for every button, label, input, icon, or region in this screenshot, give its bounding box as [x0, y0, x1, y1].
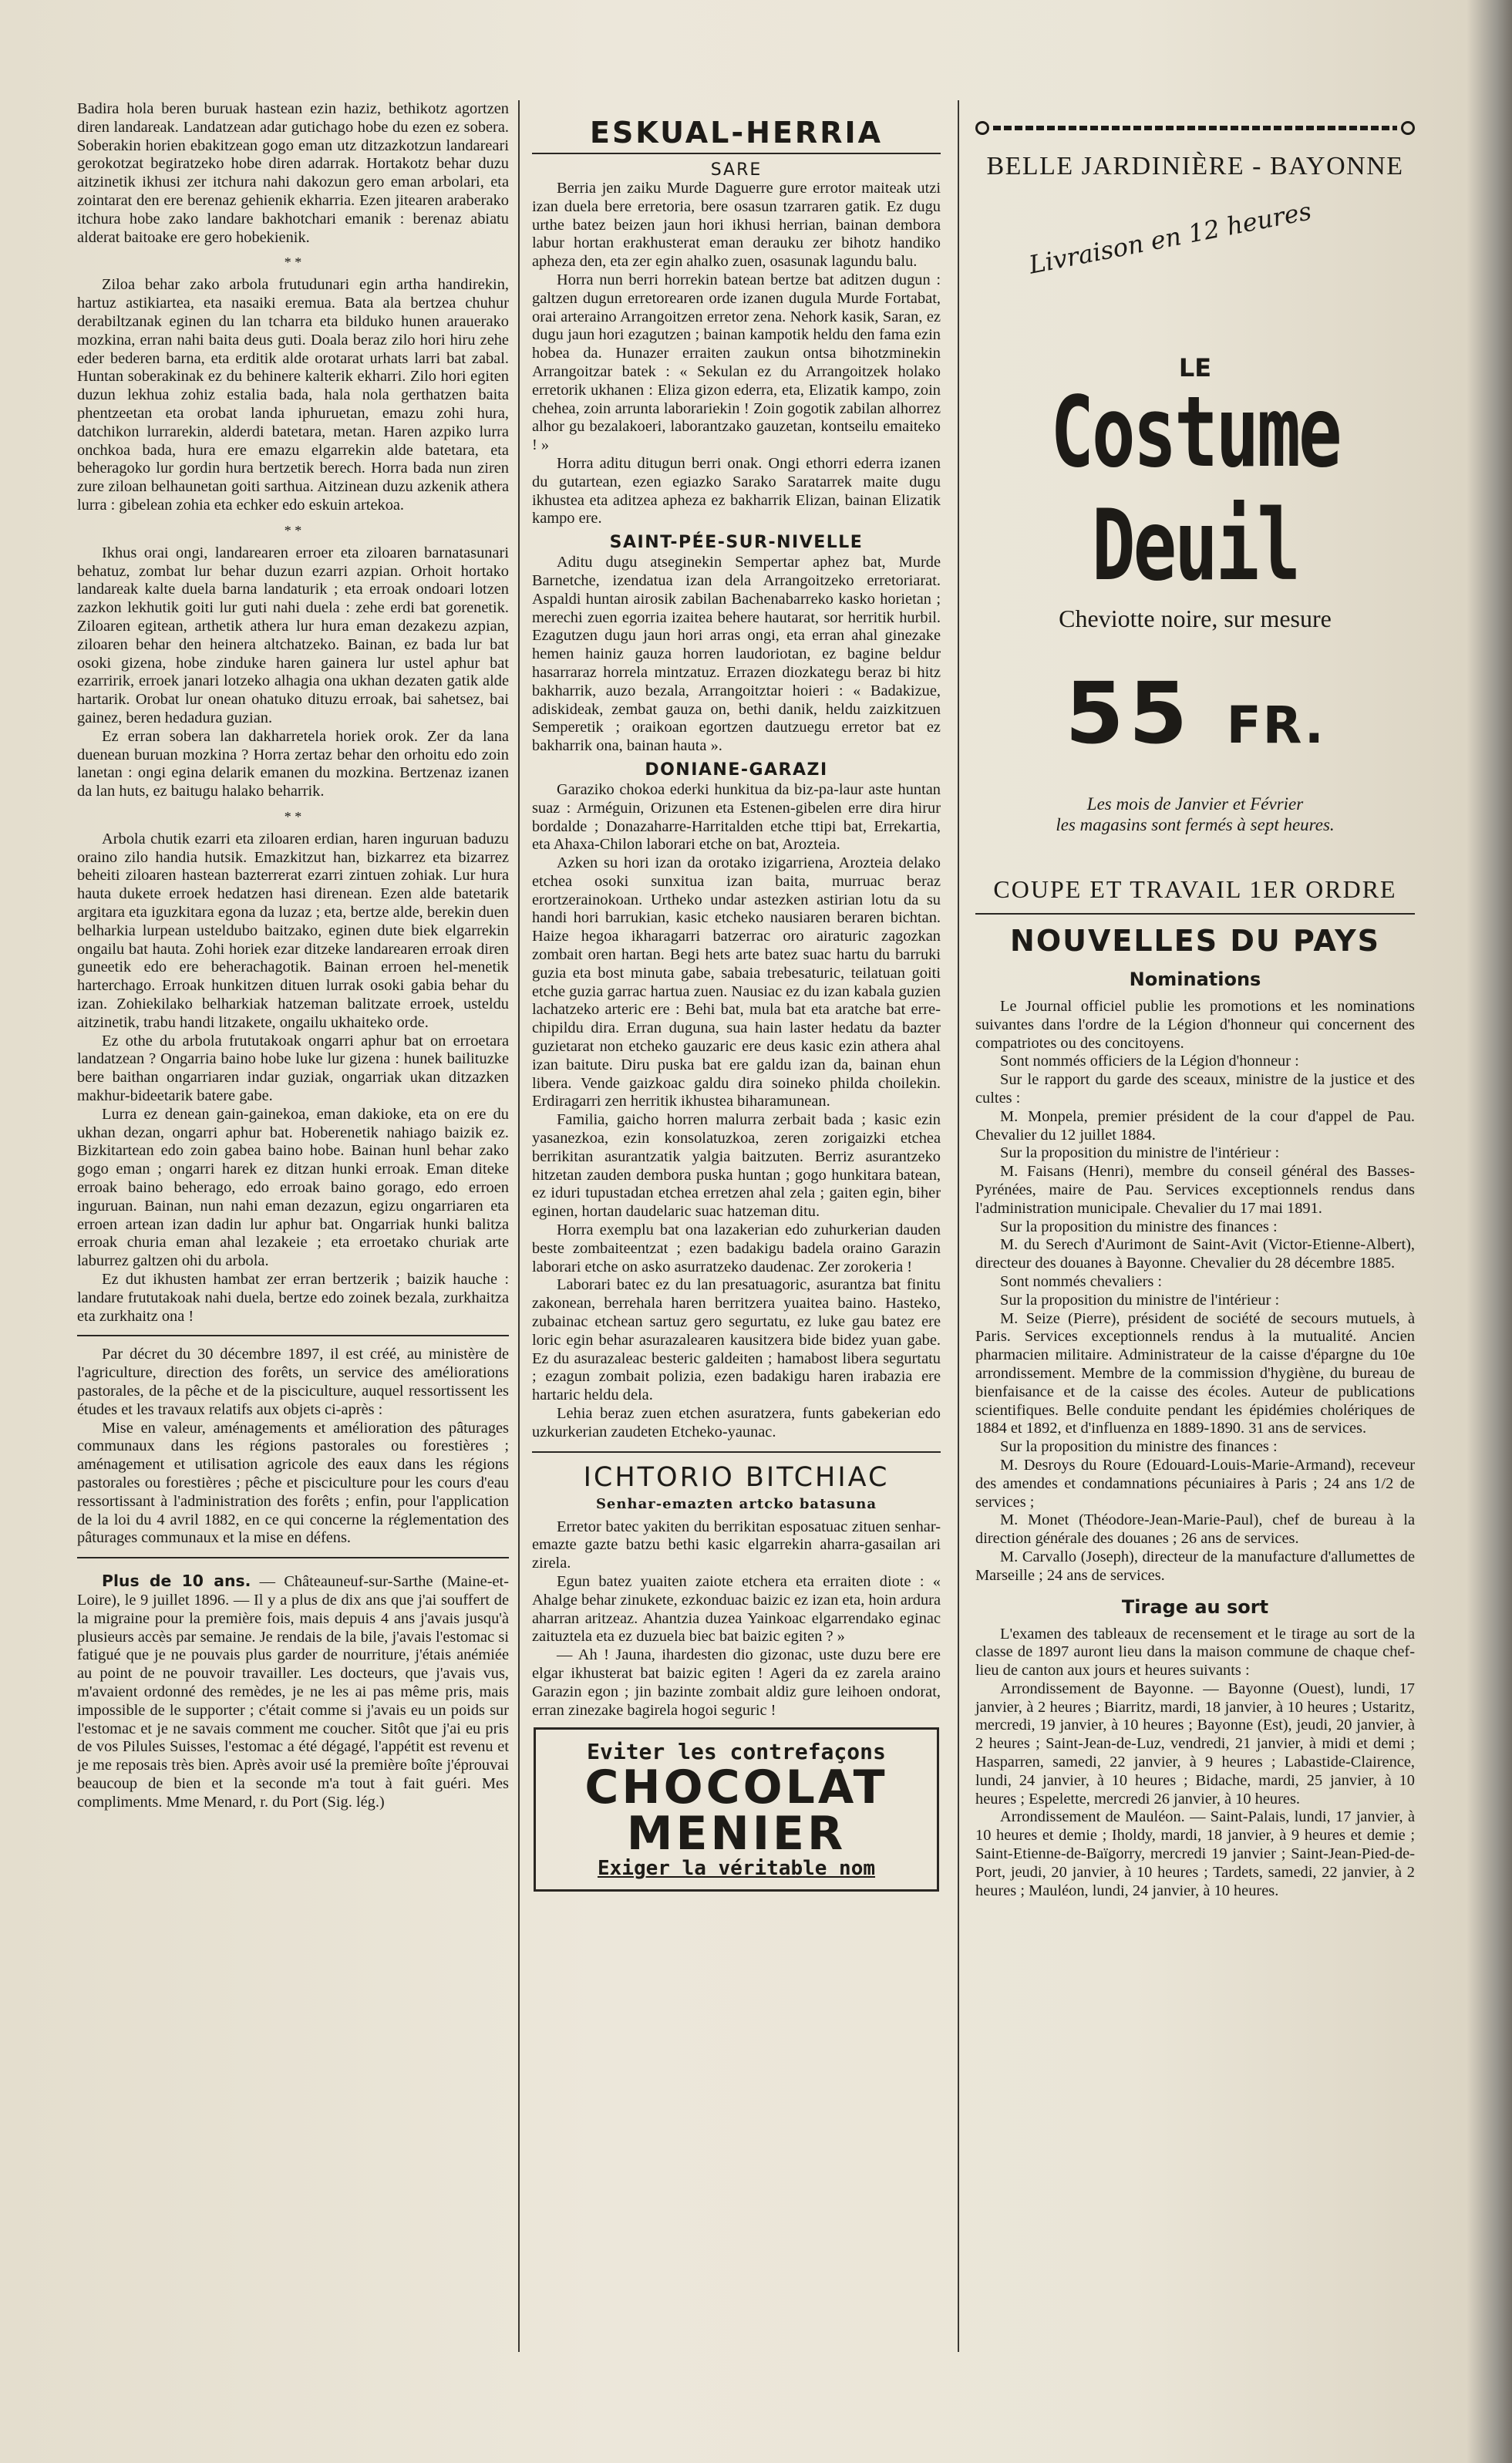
news-paragraph: L'examen des tableaux de recensement et le tirage au sort de la classe de 1897 auront lieu dans la maison commune de chaque chef-lieu de canton aux jours et heures suivants :: [975, 1625, 1415, 1680]
decree-paragraph: Par décret du 30 décembre 1897, il est créé, au ministère de l'agriculture, direction des forêts, un service des améliorations pastorales, de la pêche et de la pisciculture, auquel ressortissent les études et les travaux relatifs aux objets ci-après :: [77, 1346, 509, 1418]
advert-brand: MENIER: [626, 1807, 847, 1862]
news-paragraph: M. Seize (Pierre), président de société de secours mutuels, à Paris. Services exceptionnels rendus à la mutualité. Ancien pharmacien militaire. Administrateur de la caisse d'épargne du 10e arrondissement. Membre de la commission d'hygiène, du bureau de bienfaisance et de la caisse des écoles. Auteur de publications scientifiques. Belle conduite pendant les épidémies cholériques de 1884 et 1892, et d'influenza en 1889-1890. 31 ans de services.: [975, 1309, 1415, 1437]
article-paragraph: Aditu dugu atseginekin Sempertar aphez bat, Murde Barnetche, izendatua izan dela Arrangoitzeko erretoriarat. Aspaldi huntan airosik zabilan Bachenabarreko kasko horietan ; merechi zuen egorria izaitea behere hautarat, sor herritik hurbil. Ezagutzen dugu jaun hori arras ongi, eta erran ahal ginezake hemen hainiz gauza horren laudoriotan, ez bagine beldur hasarraraz horrela mintzatuz. Errazen diozkategu beraz bi hitz bakharrik, auzo bezala, Arrangoitztar hoieri : « Badakizue, adiskideak, zembat gauza on, bethi danik, heldu zaizkitzuen Semperetik ; oraikoan egortzen dautzuegu erretor bat ez bakharrik ona, bainan hauta ».: [532, 554, 941, 755]
advert-price: [975, 664, 1415, 763]
section-heading: SARE: [710, 160, 763, 180]
article-paragraph: Badira hola beren buruak hastean ezin haziz, bethikotz agortzen diren landareak. Landatzean adar gutichago hobe du ezen ez sobera. Soberakin horien ebakitzean gogo eman utz ditzazkotzun landareari gerokotzat begiratzeko hobe diren adarrak. Hortakotz behar duzu aitzinetik ikhusi zer itchura nahi dakozun gero eman arbolari, eta zointarat den ere berenaz gehienik ekharria. Ezen jitearen araberako itchura hobe zako landare bakhotchari emanik : berenaz abiatu alderat baitoake ere gero hobekienik.: [77, 100, 509, 246]
article-paragraph: Lehia beraz zuen etchen asuratzera, funts gabekerian edo uzkurkerian zaudeten Etcheko-yaunac.: [532, 1405, 941, 1440]
article-paragraph: Familia, gaicho horren malurra zerbait bada ; kasic ezin yasanezkoa, ezin konsolatuzkoa, zeren zorigaizki etchea berrikitan asurantzatik yalgia baitzuten. Berriz asurantzeko hitzetan zauden dembora puska huntan ; gogo hunkitara batean, ez iduri tupustadan etchea erretzen ahal zela ; gaiten egin, biher eginen, hortan daudelaric suac hatzeman ditu.: [532, 1111, 941, 1221]
news-paragraph: M. du Serech d'Aurimont de Saint-Avit (Victor-Etienne-Albert), directeur des douanes à Bayonne. Chevalier du 28 décembre 1885.: [975, 1236, 1415, 1272]
news-paragraph: Sur la proposition du ministre des finances :: [1000, 1218, 1278, 1235]
chocolat-menier-advert: [534, 1727, 939, 1892]
advert-hours-note: [975, 793, 1415, 835]
article-paragraph: Laborari batec ez du lan presatuagoric, asurantza bat finitu zakonean, berrehala haren berritzera yuaitea baino. Hasteko, zubainac etchean sartuz gero segurtatu, ez luke gau batez ere loric egin behar asurazalearen kausitzera bide bidez yuan gabe. Ez du asurazaleac besteric galdeiten ; hamabost libera segurtatu ; ezagun zombait polizia, ezen badakigu haren irabazia ere hartaric heldu dela.: [532, 1276, 941, 1404]
article-paragraph: Egun batez yuaiten zaiote etchera eta erraiten diote : « Ahalge behar zinukete, ezkonduac baizic ez izan eta, hoin ardura aharran aritzeaz. Ahantzia duzea Yainkoac elgarrendako eginac zaituztela eta ez duzuela biec bat baizic egiten ? »: [532, 1572, 941, 1646]
news-paragraph: Arrondissement de Mauléon. — Saint-Palais, lundi, 17 janvier, à 10 heures et demie ; Iholdy, mardi, 18 janvier, à 9 heures et demie ; Saint-Etienne-de-Baïgorry, mercredi 19 janvier ; Saint-Jean-Pied-de-Port, jeudi, 20 janvier, à 10 heures ; Tardets, samedi, 22 janvier, à 2 heures ; Mauléon, lundi, 24 janvier, à 10 heures.: [975, 1808, 1415, 1899]
ornament-border: [975, 120, 1415, 136]
article-paragraph: Azken su hori izan da orotako izigarriena, Arozteia delako etchea osoki sunxitua izan baita, murruac beraz erortzerainokoan. Urtheko undar astezken astirian lotu da su handi hori barrukian, kasic etcheko nausiaren beraren bichtan. Haize hegoa ikharagarri batzerrac oro airaturic zagozkan zombait oren hartan. Begi hets arte batez suac hartu du barruki guzia eta bost minuta gabe, sabaia trebesaturic, teilatuan goiti etche guzia garrac hartua zuen. Nausiac ez du izan kabala guzien lachatzeko arteric ere : Behi bat, mula bat eta aratche bat erre-chipildu dira. Erran duguna, sua hain laster hedatu da bazter guzietarat non etcheko gauzaric ere deus kasic ezin athera ahal izan baitute. Diru puska bat ere galdu izan da, bainan ehun libera. Vende gaizkoac galdu dira soineko philda choilekin. Erdiragarri zen herritik ikhustea biharamunean.: [532, 854, 941, 1110]
story-subheading: Senhar-emazten artcko batasuna: [595, 1495, 877, 1512]
article-paragraph: Erretor batec yakiten du berrikitan esposatuac zituen senhar-emazte gazte batzu bethi kasic elgarrekin aharra-gasailan ari zirela.: [532, 1518, 941, 1572]
column-3: [975, 120, 1415, 2463]
advert-testimonial: [77, 1572, 509, 1811]
section-heading: ICHTORIO BITCHIAC: [583, 1461, 890, 1493]
news-paragraph: Sur la proposition du ministre des finances :: [1000, 1438, 1278, 1456]
news-paragraph: Le Journal officiel publie les promotions et les nominations suivantes dans l'ordre de la Légion d'honneur qui concernent des compatriotes ou des concitoyens.: [975, 998, 1415, 1052]
news-paragraph: M. Carvallo (Joseph), directeur de la manufacture d'allumettes de Marseille ; 24 ans de services.: [975, 1548, 1415, 1584]
divider: [77, 1557, 509, 1558]
news-paragraph: Arrondissement de Bayonne. — Bayonne (Ouest), lundi, 17 janvier, à 2 heures ; Biarritz, mardi, 18 janvier, à 10 heures ; Ustaritz, mercredi, 19 janvier, à 10 heures ; Bayonne (Est), jeudi, 20 janvier, à 2 heures ; Saint-Jean-de-Luz, vendredi, 21 janvier, à midi et demi ; Hasparren, samedi, 22 janvier, à 9 heures ; Labastide-Clairence, lundi, 24 janvier, à 10 heures ; Bidache, mardi, 25 janvier, à 10 heures ; Espelette, mercredi 26 janvier, à 10 heures.: [975, 1680, 1415, 1808]
section-separator: * *: [284, 522, 302, 538]
advert-article: LE: [1178, 353, 1212, 382]
column-rule-left: [518, 100, 520, 2352]
article-paragraph: Berria jen zaiku Murde Daguerre gure errotor maiteak utzi izan duela bere erretoria, bere osasun tzarraren gatik. Ez dugu urthe batez beizen jaun hori ikhusi herrian, bainan dembora labur hortan erakhusterat eman derauku zer bihotz handiko apheza den, eta zer egin ahalko zuen, osasunak lagundu balu.: [532, 180, 941, 271]
column-2: [532, 116, 941, 2463]
subsection-heading: Nominations: [1129, 969, 1261, 990]
divider: [77, 1335, 509, 1336]
advert-body: — Châteauneuf-sur-Sarthe (Maine-et-Loire), le 9 juillet 1896. — Il y a plus de dix ans que j'ai souffert de la migraine pour la première fois, mais depuis 4 ans j'avais jusqu'à plusieurs accès par semaine. Je rendais de la bile, j'avais l'estomac si fatigué que je ne pouvais plus garder de nourriture, j'étais anémiée au point de ne pouvoir travailler. Les docteurs, que j'avais vus, m'avaient ordonné des remèdes, je ne les ai pas même pris, mais impossible de le supporter ; c'était comme si j'avais eu un poids sur l'estomac et je ne savais comment me coucher. Sitôt que j'ai eu pris de vos Pilules Suisses, l'estomac a été dégagé, l'appétit est revenu et je me reposais très bien. Après avoir usé la première boîte j'éprouvai beaucoup de bien et la seconde m'a tout à fait guéri. Mes compliments. Mme Menard, r. du Port (Sig. lég.): [77, 1573, 509, 1811]
article-paragraph: Ez erran sobera lan dakharretela horiek orok. Zer da lana duenean buruan mozkina ? Horra zertaz behar den orhoitu edo zoin lanetan : ongi egina delarik emanen du mozkina. Bertzenaz izanen da lan huts, ez baitugu halako beharrik.: [77, 727, 509, 800]
news-paragraph: Sur la proposition du ministre de l'intérieur :: [1000, 1144, 1280, 1162]
subsection-heading: Tirage au sort: [1121, 1595, 1269, 1618]
section-heading: SAINT-PÉE-SUR-NIVELLE: [609, 533, 864, 553]
price-unit: FR.: [1226, 696, 1325, 755]
article-paragraph: Garaziko chokoa ederki hunkitua da biz-pa-laur aste huntan suaz : Arméguin, Orizunen eta Estenen-gibelen erre dira hirur bordalde ; Donazaharre-Harritalden etche ttipi bat, Errekartia, eta Ahaxa-Chilon laborari etche on bat, Arozteia.: [532, 780, 941, 854]
news-paragraph: Sont nommés officiers de la Légion d'honneur :: [1000, 1053, 1299, 1070]
section-separator: * *: [284, 808, 302, 824]
article-paragraph: Ziloa behar zako arbola frutudunari egin artha handirekin, hartuz astikiartea, eta nasaiki eremua. Bata ala bertzea chuhur derabiltzanak eginen du lan tcharra eta bilduko hunen arauerako mozkina, erran nahi baita deus guti. Doala beraz zilo hori hiru zehe eder bederen barna, eta erditik alde orotarat urhats larri bat zabal. Huntan soberakinak ez du behinere kalterik ekharri. Zilo hori egiten duzun lekhua zohiz estalia bada, hala nola gerthatzen baita phentzeetan eta orobat landa iphuruetan, emazu zohi hura, datchikon lurrarekin, alderdi batetara, metan. Haren azpiko lurra onchkoa bada, hura ere emazu elgarrekin alde batetara, eta beheragoko lur gordin hura bertzetik berech. Horra bada nun ziren zure ziloan belhaunetan goiti sarthua. Aitzinean duzu azkenik athera lurra : gibelean zohia eta echker edo eskuin artekoa.: [77, 276, 509, 514]
news-paragraph: M. Desroys du Roure (Edouard-Louis-Marie-Armand), receveur des amendes et condamnations pécuniaires à Paris ; 24 ans 1/2 de services ;: [975, 1456, 1415, 1511]
advert-brand: CHOCOLAT: [584, 1760, 888, 1815]
delivery-slogan: Livraison en 12 heures: [1026, 196, 1314, 280]
decree-paragraph: Mise en valeur, aménagements et amélioration des pâturages communaux dans les régions pastorales ou forestières ; aménagement et utilisation agricole des eaux dans les régions pastorales ou forestières ; pêche et pisciculture pour les cours d'eau ressortissant à l'administration des forêts ; enfin, pour l'application de la loi du 4 avril 1882, en ce qui concerne la réglementation des pâturages communaux et la mise en défens.: [77, 1419, 509, 1547]
advert-line: Eviter les contrefaçons: [587, 1739, 886, 1765]
divider: [532, 153, 941, 154]
column-1: [77, 100, 509, 2463]
article-paragraph: Horra nun berri horrekin batean bertze bat aditzen dugun : galtzen dugun erretorearen orde izanen dugula Murde Fortabat, orai arteraino Arrangoitzen erretor zena. Nehork kasik, Saran, ez dugu jaun hori ezagutzen ; bainan kampotik heldu den fama ezin hobea da. Hunazer erraiten zaukun ontsa bihotzminekin Arrangoitzar batek : « Sekulan ez du Arrangoitzek holako erretorik ukhanen : Eliza gizon ederra, eta, Elizatik kampo, zoin chehea, zoin arrunta laborariekin ! Zoin gogotik zabilan alhorrez alhor gu bezalakoeri, laborantzako gauzetan, kontseilu emaiteko ! »: [532, 271, 941, 454]
hours-note-line: les magasins sont fermés à sept heures.: [1056, 815, 1335, 834]
divider: [532, 1451, 941, 1453]
masthead-title: ESKUAL-HERRIA: [589, 116, 884, 150]
article-paragraph: Ikhus orai ongi, landarearen erroer eta ziloaren barnatasunari behatuz, zombat lur behar duzun ezarri azpian. Orhoit hortako landareak kalte duela barna landaturik ; eta erroak ondoari lotzen zazkon lekhutik goiti lur guti nahi duela : zehe erdi bat gorenetik. Ziloaren egitean, arthetik athera lur hura eman dezakezu azpian, ziloaren behar den heinera altchatzeko. Bainan, ez bada lur bat osoki gizena, hobe zinduke haren gainera lur ustel aphur bat ezarririk, erroek janari lotzeko alhagia ona ukhan dezaten gatik alde hartarik. Orobat lur onean ohatuko dituzu erroak, bai sahetsez, bai gainez, beren hedadura guzian.: [77, 544, 509, 726]
advert-headline: Costume Deuil: [1050, 376, 1340, 604]
advert-tagline: COUPE ET TRAVAIL 1ER ORDRE: [993, 875, 1397, 903]
article-paragraph: Ez othe du arbola frututakoak ongarri aphur bat on erroetara landatzean ? Ongarria baino hobe luke lur gizena : hunek bailituzke bere baithan ongarriaren indar guziak, ongarriak ukan ditzazken makhur-bideetarik batere gabe.: [77, 1032, 509, 1105]
divider: [975, 913, 1415, 915]
column-rule-right: [958, 100, 959, 2352]
news-paragraph: Sur la proposition du ministre de l'intérieur :: [1000, 1291, 1280, 1309]
advert-lead: Plus de 10 ans.: [102, 1572, 251, 1591]
article-paragraph: — Ah ! Jauna, ihardesten dio gizonac, uste duzu bere ere elgar ikhusterat bat baizic egiten ! Ageri da ez zarela araino Garazin egon ; jin bazinte zombait aldiz gure leihoen ondorat, erran zinezake bagirela hogoi seguric !: [532, 1646, 941, 1719]
shop-name: BELLE JARDINIÈRE - BAYONNE: [986, 152, 1404, 180]
article-paragraph: Lurra ez denean gain-gainekoa, eman dakioke, eta on ere du ukhan dezan, ongarri aphur bat. Hoberenetik nahiago baizik ez. Bizkitartean edo zoin gabea baino hobe. Bainan hunl behar zako gogo eman ; ongarri harek ez ditzan hunki erroak. Eman diteke erroak baino beherago, edo erroak baino gorago, edo erroen inguruan. Bainan, nun nahi eman dezazun, egizu ongarriaren eta erroen artean izan dadin lur aphur bat. Ongarriak hunki balitza erroak churia eman ahal lezakeie ; eta erroetako churiak arte laburrez galtzen ohi du arbola.: [77, 1105, 509, 1270]
advert-line: Exiger la véritable nom: [597, 1857, 876, 1881]
advert-subline: Cheviotte noire, sur mesure: [1059, 605, 1332, 632]
price-value: 55: [1065, 664, 1193, 763]
section-separator: * *: [284, 254, 302, 271]
news-paragraph: Sont nommés chevaliers :: [1000, 1272, 1163, 1290]
hours-note-line: Les mois de Janvier et Février: [1086, 794, 1304, 814]
section-heading: DONIANE-GARAZI: [645, 760, 828, 780]
news-paragraph: M. Monet (Théodore-Jean-Marie-Paul), chef de bureau à la direction générale des douanes ; 26 ans de services.: [975, 1511, 1415, 1548]
article-paragraph: Ez dut ikhusten hambat zer erran bertzerik ; baizik hauche : landare frututakoak nahi duela, bertze edo zoinek bezala, zurkhaitza eta zurkhaitz ona !: [77, 1271, 509, 1325]
news-paragraph: Sur le rapport du garde des sceaux, ministre de la justice et des cultes :: [975, 1071, 1415, 1107]
news-paragraph: M. Faisans (Henri), membre du conseil général des Basses-Pyrénées, maire de Pau. Services exceptionnels rendus dans l'administration municipale. Chevalier du 17 mai 1891.: [975, 1163, 1415, 1217]
news-paragraph: M. Monpela, premier président de la cour d'appel de Pau. Chevalier du 12 juillet 1884.: [975, 1107, 1415, 1144]
article-paragraph: Arbola chutik ezarri eta ziloaren erdian, haren inguruan baduzu oraino zilo handia hutsik. Emazkitzut han, bizkarrez eta bizarrez beheiti ziloaren hastean bazterrerat ezarri zintuen zohiak. Lur hura hauta dukete erroek hedatzen hasi direnean. Ezen alde batetarik argitara eta iguzkitara egona da luzaz ; eta, bertze alde, berekin duen belharkia lurpean usteldubo baitzako, eginen dute biek elgarrekin ongailu bat hauta. Zohi horiek ezar ditzeke landarearen erroak diren guneetik edo ere beherachagotik. Bainan erroen hel-menetik harterchago. Erroak hunkitzen dituen lurrak osoki gabia behar du izan. Zohiekilako belharkiak hatzeman balitzate erroek, usteldu aitzinetik, trabu handi litzakete, ongailu ukhaiteko orde.: [77, 830, 509, 1031]
article-paragraph: Horra aditu ditugun berri onak. Ongi ethorri ederra izanen du gutartean, ezen egiazko Sarako Saratarrek maite dugu ikhustea eta aditzea apheza ez bakharrik Elizan, bainan Elizatik kampo ere.: [532, 454, 941, 527]
article-paragraph: Horra exemplu bat ona lazakerian edo zuhurkerian dauden beste zombaiteentzat ; ezen badakigu badela oraino Garazin laborari etche on asko asurratzeko daudenac. Zer zorokeria !: [532, 1221, 941, 1275]
section-heading: NOUVELLES DU PAYS: [1010, 924, 1380, 958]
